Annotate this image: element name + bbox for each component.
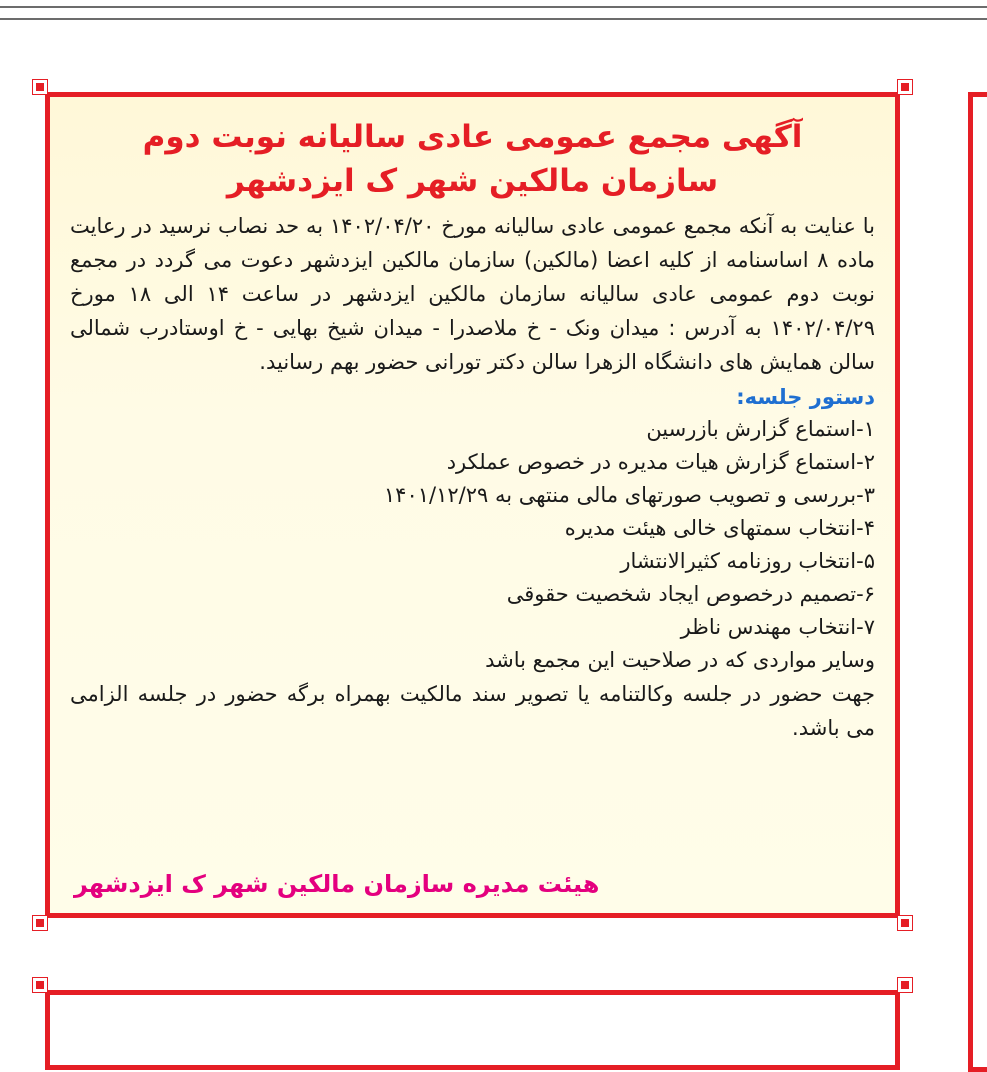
frame-corner-ornament [897, 915, 913, 931]
agenda-item: ۵-انتخاب روزنامه کثیرالانتشار [620, 549, 875, 573]
frame-corner-ornament [32, 915, 48, 931]
agenda-item: ۱-استماع گزارش بازرسین [646, 417, 875, 441]
agenda-item: ۶-تصمیم درخصوص ایجاد شخصیت حقوقی [506, 582, 875, 606]
notice-frame [45, 92, 900, 918]
frame-corner-ornament [897, 79, 913, 95]
frame-corner-ornament [897, 977, 913, 993]
frame-corner-ornament [32, 977, 48, 993]
agenda-item: ۴-انتخاب سمتهای خالی هیئت مدیره [564, 516, 875, 540]
notice-signature: هیئت مدیره سازمان مالکین شهر ک ایزدشهر [74, 870, 600, 898]
agenda-item: ۷-انتخاب مهندس ناظر [680, 615, 875, 639]
page-top-rule-lower [0, 18, 987, 20]
attendance-note: جهت حضور در جلسه وکالتنامه یا تصویر سند مالکیت بهمراه برگه حضور در جلسه الزامی می باشد. [70, 682, 875, 740]
notice-content [70, 107, 875, 903]
notice-title-line1: آگهی مجمع عمومی عادی سالیانه نوبت دوم [142, 119, 803, 155]
agenda-heading: دستور جلسه: [736, 385, 875, 409]
agenda-list [70, 413, 875, 644]
notice-body: با عنایت به آنکه مجمع عمومی عادی سالیانه مورخ ۱۴۰۲/۰۴/۲۰ به حد نصاب نرسید در رعایت ماده ۸ اساسنامه از کلیه اعضا (مالکین) سازمان مالکین ایزدشهر دعوت می گردد در مجمع نوبت دوم عمومی عادی سالیانه سازمان مالکین ایزدشهر در ساعت ۱۴ الی ۱۸ مورخ ۱۴۰۲/۰۴/۲۹ به آدرس : میدان ونک - خ ملاصدرا - میدان شیخ بهایی - خ اوستادرب شمالی سالن همایش های دانشگاه الزهرا سالن دکتر تورانی حضور بهم رسانید. [70, 214, 875, 374]
next-notice-frame [45, 990, 900, 1070]
agenda-item: ۳-بررسی و تصویب صورتهای مالی منتهی به ۱۴۰۱/۱۲/۲۹ [383, 483, 875, 507]
notice-title-line2: سازمان مالکین شهر ک ایزدشهر [226, 163, 719, 199]
other-items-line: وسایر مواردی که در صلاحیت این مجمع باشد [485, 648, 875, 672]
page-top-rule [0, 6, 987, 8]
agenda-item: ۲-استماع گزارش هیات مدیره در خصوص عملکرد [446, 450, 875, 474]
adjacent-column-frame [968, 92, 987, 1072]
frame-corner-ornament [32, 79, 48, 95]
